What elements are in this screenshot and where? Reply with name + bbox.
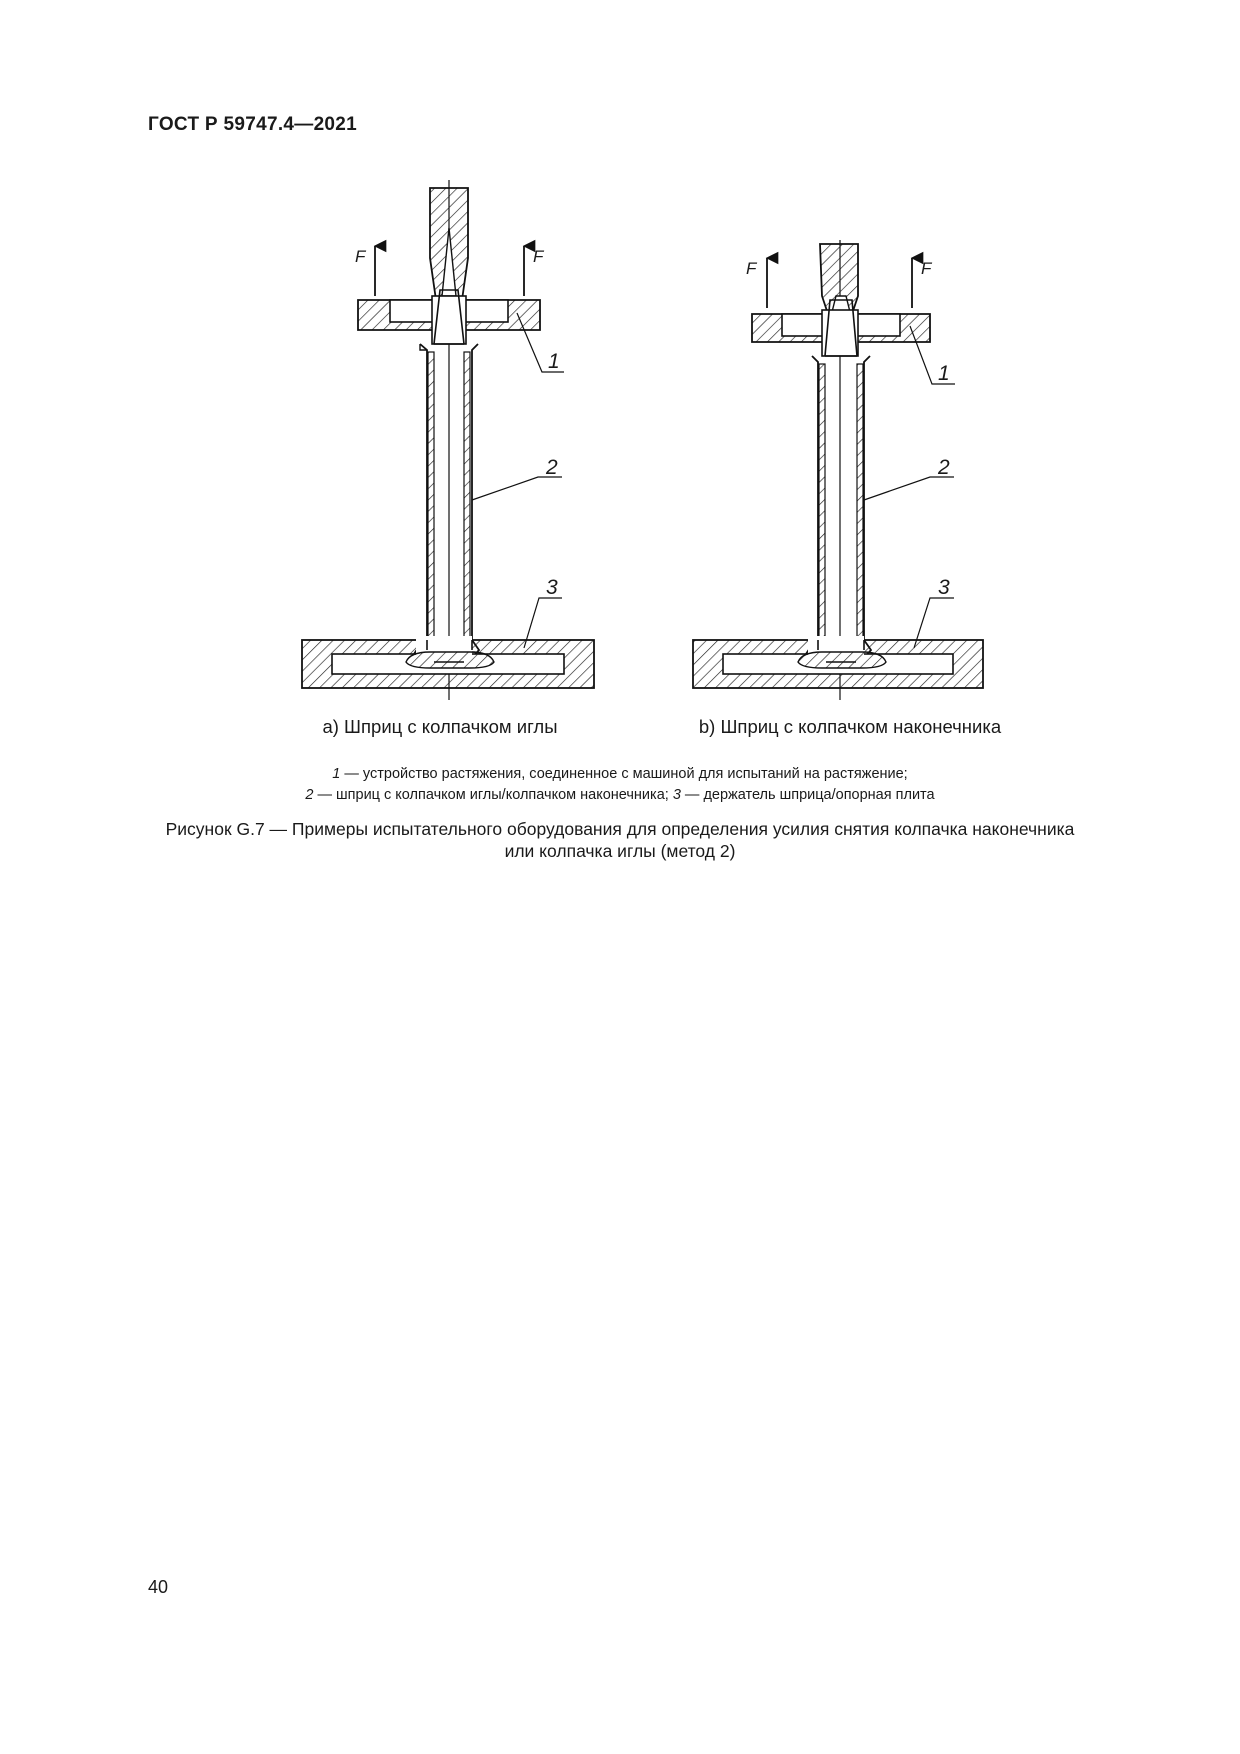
- callout-2-a: 2: [546, 456, 558, 479]
- diagram-a: [302, 180, 594, 700]
- legend-line-1: [0, 764, 1240, 785]
- callout-2-b: 2: [938, 456, 950, 479]
- caption-a: а) Шприц с колпачком иглы: [322, 716, 558, 737]
- figure-title-line-2: или колпачка иглы (метод 2): [504, 841, 736, 861]
- legend-line-2: [0, 785, 1240, 806]
- callout-1-b: 1: [938, 362, 950, 385]
- page-number: 40: [148, 1577, 169, 1597]
- force-label-left-a: F: [355, 247, 366, 266]
- callout-3-b: 3: [938, 576, 950, 599]
- syringe-holder-a: [302, 636, 594, 688]
- legend-num-3: 3: [672, 787, 681, 803]
- leader-2-a: [472, 477, 562, 500]
- figure-legend: [0, 764, 1240, 806]
- document-header: ГОСТ Р 59747.4—2021: [148, 114, 358, 135]
- syringe-holder-b: [693, 636, 983, 688]
- tensile-device-b: [752, 310, 930, 356]
- force-label-left-b: F: [746, 259, 757, 278]
- figure-title: [0, 818, 1240, 862]
- callout-3-a: 3: [546, 576, 558, 599]
- legend-num-1: 1: [332, 766, 341, 782]
- legend-text-2: — шприц с колпачком иглы/колпачком наконечника;: [313, 787, 673, 803]
- diagram-b: [693, 240, 983, 700]
- figure-g7-drawing: [0, 0, 1240, 760]
- leader-2-b: [864, 477, 954, 500]
- legend-num-2: 2: [305, 787, 314, 803]
- force-label-right-b: F: [921, 259, 932, 278]
- force-label-right-a: F: [533, 247, 544, 266]
- figure-title-line-1: Рисунок G.7 — Примеры испытательного оборудования для определения усилия снятия колпачка наконечника: [165, 819, 1075, 839]
- legend-text-3: — держатель шприца/опорная плита: [680, 787, 935, 803]
- caption-b: b) Шприц с колпачком наконечника: [698, 716, 1002, 737]
- legend-text-1: — устройство растяжения, соединенное с машиной для испытаний на растяжение;: [340, 766, 908, 782]
- syringe-a: [406, 290, 494, 668]
- tensile-device-a: [358, 296, 540, 344]
- callout-1-a: 1: [548, 350, 560, 373]
- needle-cap-a: [430, 188, 468, 300]
